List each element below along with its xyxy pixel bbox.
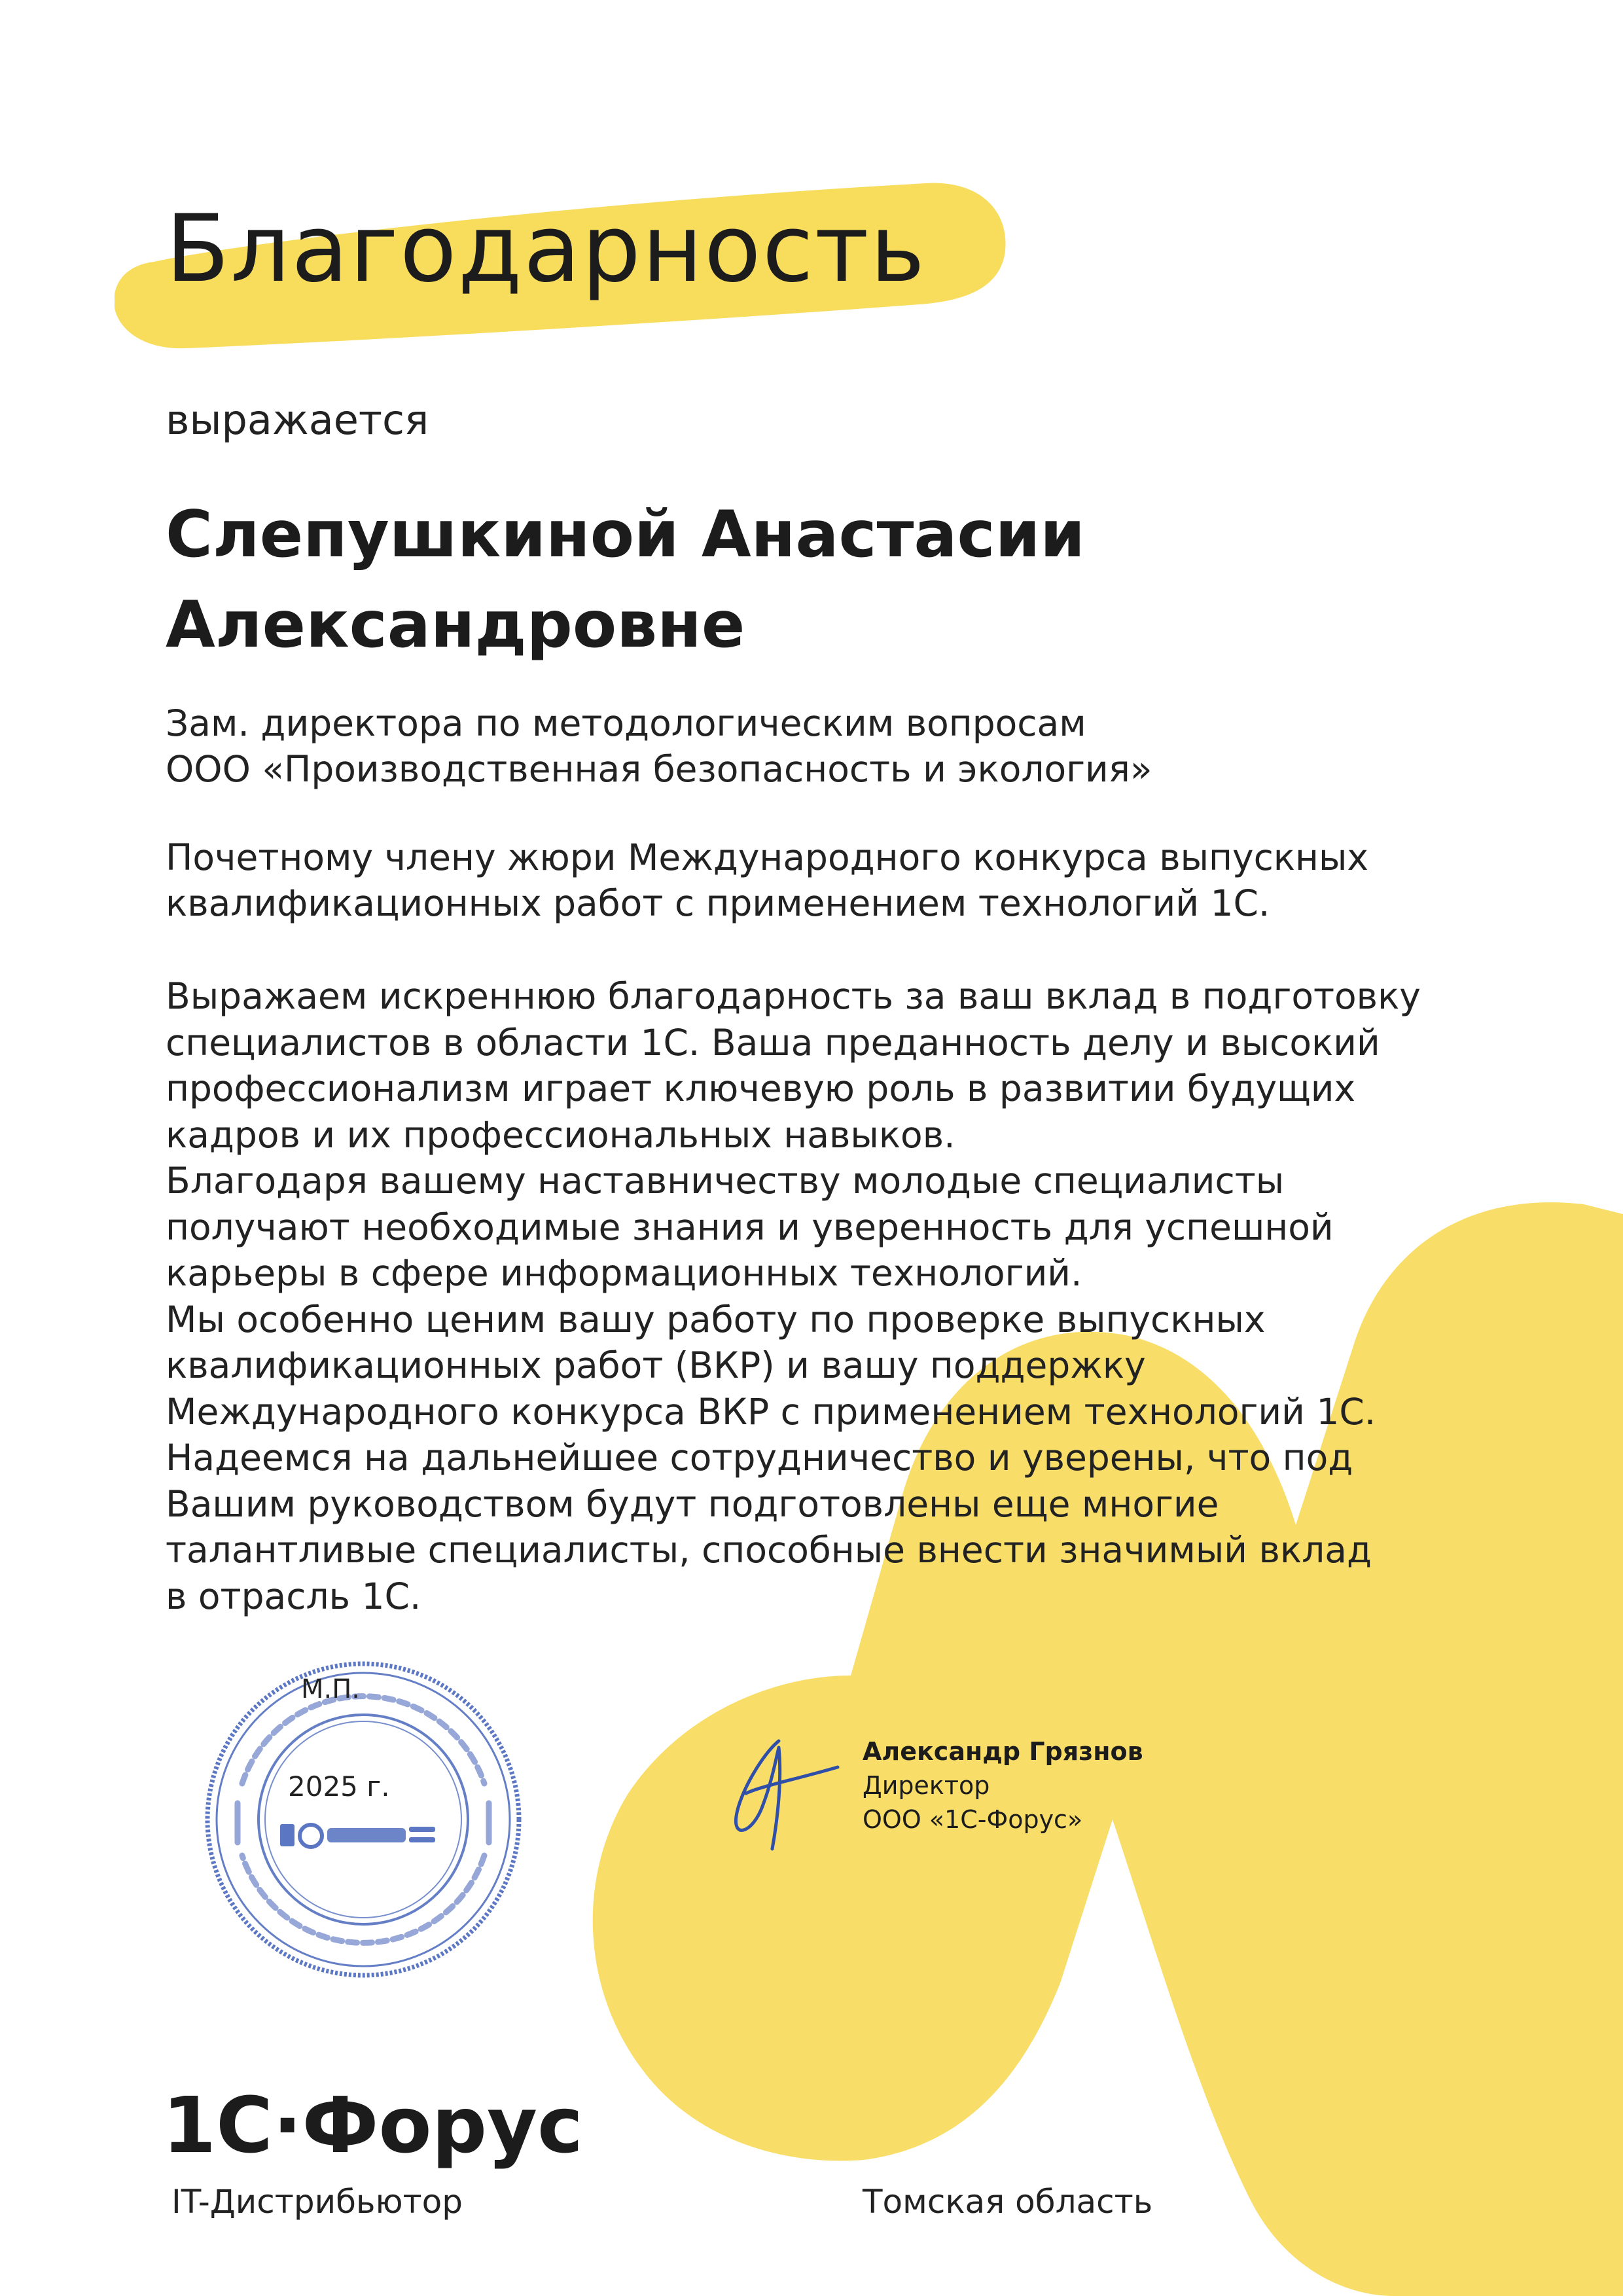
body-line: Мы особенно ценим вашу работу по проверке выпускных	[166, 1298, 1266, 1340]
body-line: карьеры в сфере информационных технологий.	[166, 1252, 1082, 1294]
body-line: Надеемся на дальнейшее сотрудничество и уверены, что под	[166, 1437, 1353, 1479]
jury-line: Почетному члену жюри Международного конкурса выпускных	[166, 836, 1368, 878]
company-seal-stamp	[196, 1653, 530, 1986]
body-line: Международного конкурса ВКР с применением технологий 1С.	[166, 1390, 1376, 1433]
company-region: Томская область	[863, 2183, 1153, 2221]
signer-role: Директор	[863, 1771, 990, 1800]
recipient-name	[166, 490, 1409, 670]
recipient-name-line: Александровне	[166, 588, 745, 662]
stamp-place-label: М.П.	[301, 1674, 361, 1704]
recipient-name-line: Слепушкиной Анастасии	[166, 497, 1085, 572]
jury-line: квалификационных работ с применением технологий 1С.	[166, 882, 1270, 924]
body-line: в отрасль 1С.	[166, 1575, 421, 1617]
stamp-year-label: 2025 г.	[288, 1770, 390, 1803]
body-line: специалистов в области 1С. Ваша преданность делу и высокий	[166, 1021, 1380, 1064]
company-tagline: IT-Дистрибьютор	[171, 2183, 463, 2221]
jury-statement	[166, 834, 1474, 926]
signer-block	[863, 1734, 1143, 1837]
signer-name: Александр Грязнов	[863, 1737, 1143, 1766]
director-signature	[700, 1728, 844, 1859]
position-line: ООО «Производственная безопасность и экология»	[166, 748, 1152, 790]
body-line: талантливые специалисты, способные внести значимый вклад	[166, 1529, 1372, 1571]
body-line: получают необходимые знания и уверенность для успешной	[166, 1206, 1334, 1248]
expressed-label: выражается	[166, 396, 429, 444]
recipient-position	[166, 700, 1474, 792]
body-line: Вашим руководством будут подготовлены еще многие	[166, 1482, 1219, 1525]
position-line: Зам. директора по методологическим вопросам	[166, 702, 1086, 744]
body-line: Благодаря вашему наставничеству молодые специалисты	[166, 1160, 1285, 1202]
body-line: профессионализм играет ключевую роль в развитии будущих	[166, 1067, 1356, 1109]
document-title: Благодарность	[166, 195, 927, 303]
title-block	[115, 177, 1018, 353]
logo-text: 1С·Форус	[162, 2080, 583, 2170]
body-line: кадров и их профессиональных навыков.	[166, 1113, 955, 1156]
brand-logo	[162, 2068, 620, 2173]
body-line: квалификационных работ (ВКР) и вашу поддержку	[166, 1344, 1146, 1386]
body-line: Выражаем искреннюю благодарность за ваш вклад в подготовку	[166, 975, 1421, 1017]
gratitude-body	[166, 973, 1540, 1619]
signer-company: ООО «1С-Форус»	[863, 1805, 1083, 1834]
